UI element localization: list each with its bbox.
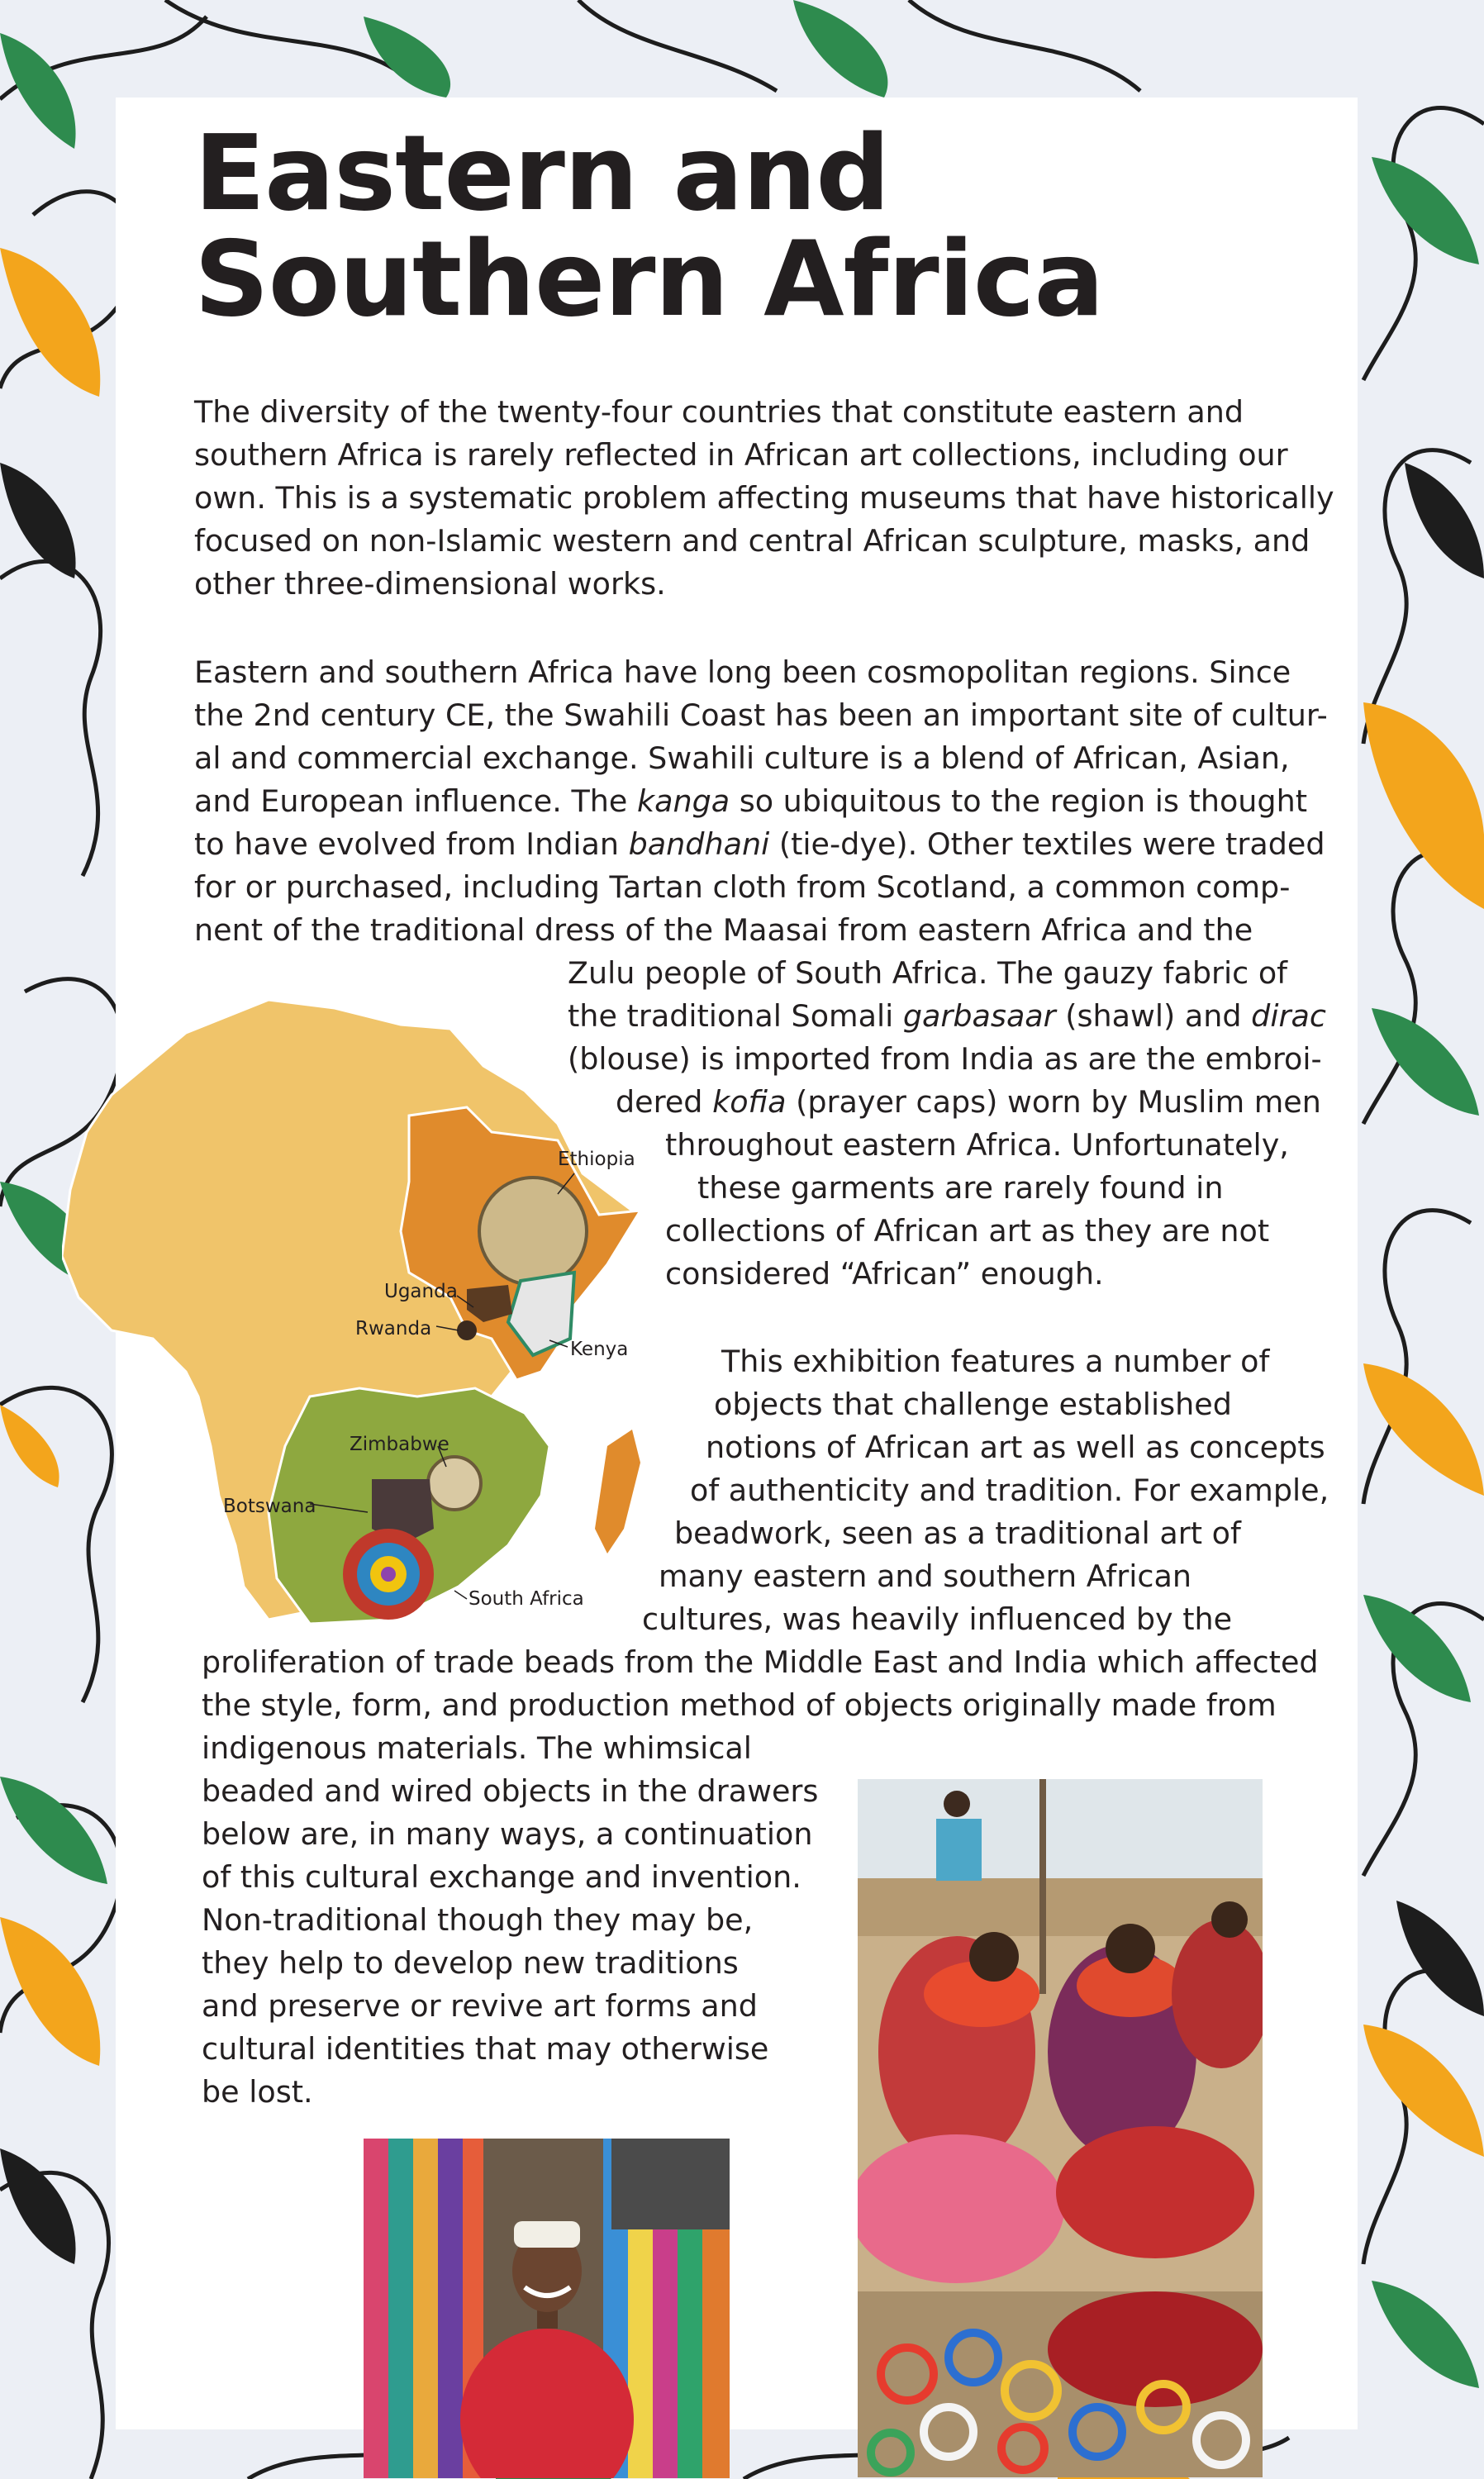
italic-term: kofia [712, 1084, 787, 1120]
body-line: notions of African art as well as concepts [706, 1430, 1325, 1465]
body-line: the traditional Somali garbasaar (shawl) and dirac [568, 998, 1326, 1034]
body-line: focused on non-Islamic western and central African sculpture, masks, and [194, 523, 1310, 559]
body-line: they help to develop new traditions [202, 1945, 739, 1981]
italic-term: dirac [1251, 998, 1326, 1034]
body-line: be lost. [202, 2074, 313, 2110]
body-line: Zulu people of South Africa. The gauzy fabric of [568, 955, 1288, 991]
body-line: dered kofia (prayer caps) worn by Muslim men [616, 1084, 1321, 1120]
body-line: indigenous materials. The whimsical [202, 1730, 752, 1766]
body-line: other three-dimensional works. [194, 566, 666, 602]
page-title [194, 112, 1268, 340]
madagascar [595, 1430, 640, 1554]
body-line: collections of African art as they are not [665, 1213, 1270, 1249]
body-line: cultural identities that may otherwise [202, 2031, 769, 2067]
body-line: Eastern and southern Africa have long been cosmopolitan regions. Since [194, 654, 1291, 690]
label-botswana: Botswana [223, 1496, 316, 1517]
africa-map [62, 983, 657, 1636]
body-line: proliferation of trade beads from the Middle East and India which affected [202, 1644, 1319, 1680]
body-line: the style, form, and production method of objects originally made from [202, 1687, 1277, 1723]
italic-term: bandhani [628, 826, 770, 862]
body-line: al and commercial exchange. Swahili culture is a blend of African, Asian, [194, 740, 1290, 776]
body-line: nent of the traditional dress of the Maasai from eastern Africa and the [194, 912, 1253, 948]
body-line: objects that challenge established [714, 1387, 1232, 1422]
body-line: beaded and wired objects in the drawers [202, 1773, 819, 1809]
body-line: throughout eastern Africa. Unfortunately, [665, 1127, 1289, 1163]
title-line-2: Southern Africa [194, 218, 1104, 340]
body-line: cultures, was heavily influenced by the [642, 1601, 1233, 1637]
rwanda-pattern [457, 1320, 477, 1340]
photo-man-in-shop [364, 2139, 730, 2478]
body-line: for or purchased, including Tartan cloth from Scotland, a common comp- [194, 869, 1291, 905]
body-line: many eastern and southern African [659, 1558, 1191, 1594]
body-line: This exhibition features a number of [721, 1344, 1270, 1379]
body-line: of authenticity and tradition. For example, [690, 1473, 1329, 1508]
body-line: and European influence. The kanga so ubiquitous to the region is thought [194, 783, 1308, 819]
body-line: own. This is a systematic problem affecting museums that have historically [194, 480, 1334, 516]
body-line: below are, in many ways, a continuation [202, 1816, 813, 1852]
zimbabwe-pattern [428, 1457, 481, 1510]
body-line: considered “African” enough. [665, 1256, 1104, 1292]
label-rwanda: Rwanda [355, 1318, 432, 1339]
label-ethiopia: Ethiopia [558, 1149, 635, 1170]
body-line: the 2nd century CE, the Swahili Coast has been an important site of cultur- [194, 697, 1328, 733]
body-line: these garments are rarely found in [697, 1170, 1224, 1206]
label-uganda: Uganda [384, 1281, 458, 1302]
title-line-1: Eastern and [194, 112, 890, 234]
photo-beadwork-women [858, 1779, 1263, 2477]
italic-term: kanga [636, 783, 730, 819]
italic-term: garbasaar [902, 998, 1056, 1034]
body-line: beadwork, seen as a traditional art of [674, 1515, 1241, 1551]
body-line: The diversity of the twenty-four countries that constitute eastern and [194, 394, 1244, 430]
body-line: and preserve or revive art forms and [202, 1988, 758, 2024]
body-line: to have evolved from Indian bandhani (tie-dye). Other textiles were traded [194, 826, 1325, 862]
body-line: Non-traditional though they may be, [202, 1902, 754, 1938]
body-line: (blouse) is imported from India as are the embroi- [568, 1041, 1322, 1077]
body-line: southern Africa is rarely reflected in African art collections, including our [194, 437, 1288, 473]
south-africa-pattern [381, 1567, 396, 1582]
body-line: of this cultural exchange and invention. [202, 1859, 801, 1895]
label-zimbabwe: Zimbabwe [350, 1434, 449, 1455]
ethiopia-pattern [479, 1178, 587, 1285]
label-kenya: Kenya [570, 1339, 629, 1360]
label-south-africa: South Africa [469, 1588, 584, 1610]
